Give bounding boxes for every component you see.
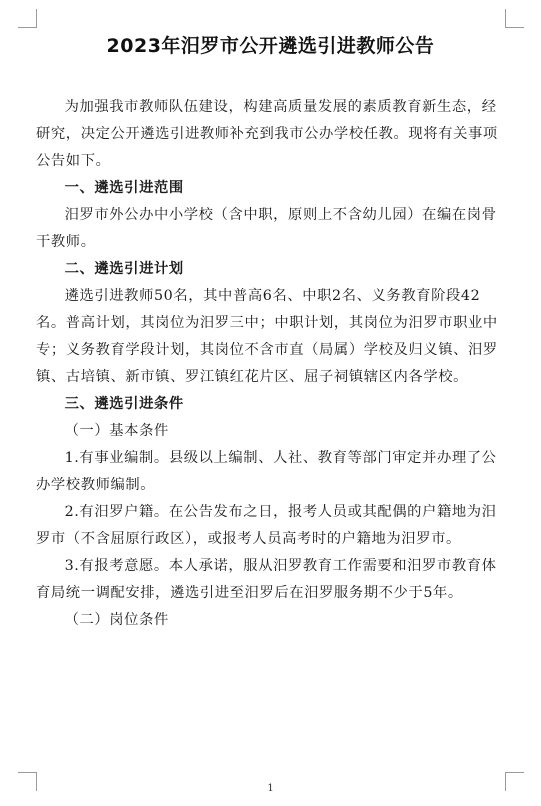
subsection-post-conditions: （二）岗位条件 — [64, 612, 169, 628]
plan-paragraph: 遴选引进教师50名，其中普高6名、中职2名、义务教育阶段42名。普高计划，其岗位为汨罗三中；中职计划，其岗位为汨罗市职业中专；义务教育学段计划，其岗位不含市直（局属）学校及归义镇、汨罗镇、古培镇、新市镇、罗江镇红花片区、屈子祠镇辖区内各学校。 — [36, 288, 498, 385]
condition-item-3: 3.有报考意愿。本人承诺，服从汨罗教育工作需要和汨罗市教育体育局统一调配安排，遴选引进至汨罗后在汨罗服务期不少于5年。 — [36, 558, 497, 601]
section-heading-conditions: 三、遴选引进条件 — [64, 396, 184, 412]
scope-paragraph: 汨罗市外公办中小学校（含中职，原则上不含幼儿园）在编在岗骨干教师。 — [36, 207, 497, 250]
subsection-basic-conditions: （一）基本条件 — [64, 423, 169, 439]
intro-paragraph: 为加强我市教师队伍建设，构建高质量发展的素质教育新生态，经研究，决定公开遴选引进教师补充到我市公办学校任教。现将有关事项公告如下。 — [36, 99, 498, 169]
document-body — [36, 94, 508, 634]
document-title: 2023年汨罗市公开遴选引进教师公告 — [106, 35, 435, 57]
crop-mark-top-right — [505, 9, 524, 28]
section-heading-plan: 二、遴选引进计划 — [64, 261, 184, 277]
page-number: 1 — [267, 783, 274, 794]
crop-mark-top-left — [18, 9, 37, 28]
section-heading-scope: 一、遴选引进范围 — [64, 180, 184, 196]
condition-item-2: 2.有汨罗户籍。在公告发布之日，报考人员或其配偶的户籍地为汨罗市（不含屈原行政区），或报考人员高考时的户籍地为汨罗市。 — [36, 504, 497, 547]
condition-item-1: 1.有事业编制。县级以上编制、人社、教育等部门审定并办理了公办学校教师编制。 — [36, 450, 497, 493]
